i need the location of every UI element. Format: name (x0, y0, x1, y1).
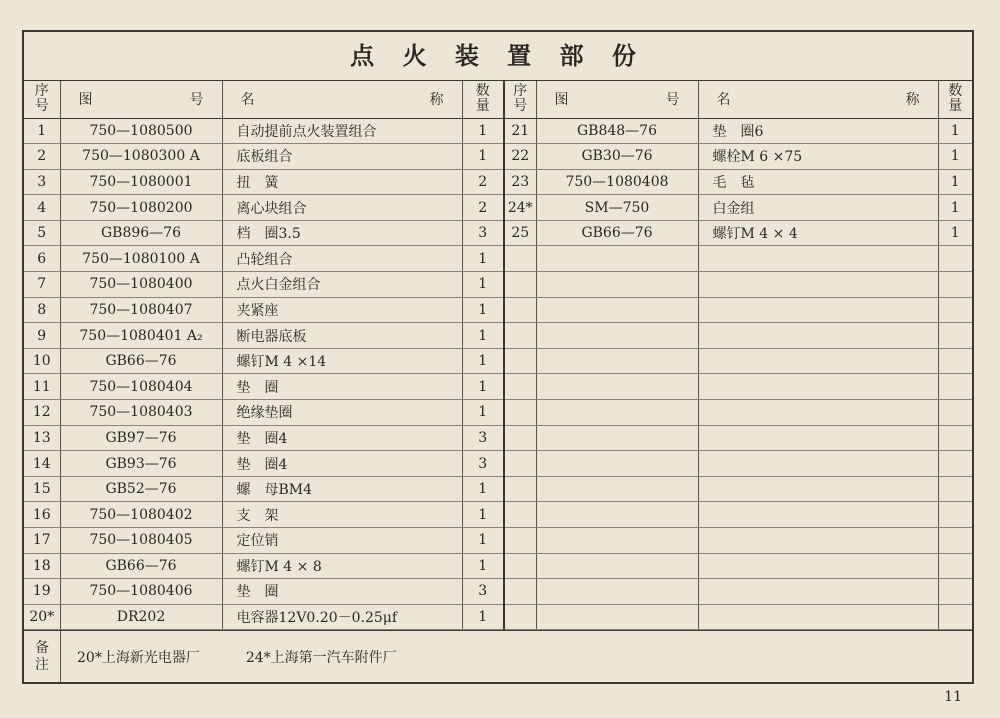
remark-note-2: 24*上海第一汽车附件厂 (245, 650, 397, 667)
cell-drawing (536, 323, 698, 349)
cell-qty (938, 502, 972, 528)
cell-qty (938, 323, 972, 349)
cell-name: 垫 圈4 (222, 425, 462, 451)
cell-name (698, 272, 938, 298)
cell-qty: 1 (938, 144, 972, 170)
table-header-row (24, 81, 972, 118)
cell-name: 垫 圈4 (222, 451, 462, 477)
cell-drawing (536, 272, 698, 298)
cell-name: 垫 圈 (222, 579, 462, 605)
header-drawing: 图 号 (60, 81, 222, 118)
cell-no (504, 323, 536, 349)
parts-table (24, 81, 972, 630)
cell-drawing: GB66—76 (536, 220, 698, 246)
cell-qty: 3 (462, 220, 504, 246)
cell-no (504, 374, 536, 400)
cell-qty: 1 (938, 220, 972, 246)
cell-name (698, 425, 938, 451)
cell-no: 9 (24, 323, 60, 349)
cell-no: 3 (24, 169, 60, 195)
cell-qty: 3 (462, 451, 504, 477)
cell-drawing: 750—1080500 (60, 118, 222, 144)
cell-drawing: 750—1080407 (60, 297, 222, 323)
cell-drawing (536, 425, 698, 451)
cell-drawing (536, 604, 698, 630)
cell-no: 24* (504, 195, 536, 221)
cell-no: 13 (24, 425, 60, 451)
cell-no: 1 (24, 118, 60, 144)
cell-qty: 3 (462, 425, 504, 451)
table-row (24, 528, 972, 554)
cell-no: 2 (24, 144, 60, 170)
cell-name (698, 528, 938, 554)
cell-qty: 1 (938, 118, 972, 144)
cell-drawing (536, 579, 698, 605)
cell-no: 22 (504, 144, 536, 170)
cell-no: 16 (24, 502, 60, 528)
cell-name (698, 297, 938, 323)
table-row (24, 297, 972, 323)
cell-drawing: 750—1080100 A (60, 246, 222, 272)
cell-qty (938, 297, 972, 323)
cell-no (504, 502, 536, 528)
cell-drawing: GB848—76 (536, 118, 698, 144)
table-row (24, 604, 972, 630)
cell-qty: 1 (462, 502, 504, 528)
cell-no (504, 604, 536, 630)
cell-no (504, 400, 536, 426)
header-drawing: 图 号 (536, 81, 698, 118)
cell-name: 螺钉M 4 ×14 (222, 348, 462, 374)
table-row (24, 323, 972, 349)
cell-no (504, 579, 536, 605)
table-row (24, 272, 972, 298)
table-row (24, 246, 972, 272)
header-name: 名 称 (222, 81, 462, 118)
cell-qty: 1 (462, 348, 504, 374)
header-qty: 数 量 (938, 81, 972, 118)
cell-qty: 1 (462, 246, 504, 272)
cell-qty: 1 (462, 323, 504, 349)
cell-qty: 1 (462, 272, 504, 298)
cell-qty: 2 (462, 195, 504, 221)
cell-name: 螺钉M 4 × 4 (698, 220, 938, 246)
cell-drawing: 750—1080408 (536, 169, 698, 195)
cell-name (698, 451, 938, 477)
cell-qty (938, 400, 972, 426)
cell-name: 定位销 (222, 528, 462, 554)
remarks-row (24, 630, 972, 683)
cell-name (698, 323, 938, 349)
cell-name: 夹紧座 (222, 297, 462, 323)
cell-qty: 1 (462, 374, 504, 400)
cell-name (698, 348, 938, 374)
cell-drawing: 750—1080402 (60, 502, 222, 528)
cell-drawing (536, 246, 698, 272)
table-row (24, 451, 972, 477)
cell-no (504, 425, 536, 451)
cell-no (504, 272, 536, 298)
cell-name (698, 400, 938, 426)
cell-drawing: 750—1080001 (60, 169, 222, 195)
cell-no: 14 (24, 451, 60, 477)
table-row (24, 348, 972, 374)
cell-name: 扭 簧 (222, 169, 462, 195)
cell-name: 自动提前点火装置组合 (222, 118, 462, 144)
cell-drawing (536, 528, 698, 554)
cell-qty: 3 (462, 579, 504, 605)
cell-name: 点火白金组合 (222, 272, 462, 298)
table-row (24, 400, 972, 426)
header-name: 名 称 (698, 81, 938, 118)
cell-drawing: GB52—76 (60, 476, 222, 502)
cell-drawing (536, 374, 698, 400)
header-no: 序 号 (504, 81, 536, 118)
table-row (24, 553, 972, 579)
cell-name: 螺栓M 6 ×75 (698, 144, 938, 170)
cell-name: 白金组 (698, 195, 938, 221)
cell-qty: 1 (462, 297, 504, 323)
table-row (24, 195, 972, 221)
cell-qty (938, 348, 972, 374)
cell-drawing (536, 451, 698, 477)
cell-no: 17 (24, 528, 60, 554)
cell-no (504, 528, 536, 554)
cell-name: 档 圈3.5 (222, 220, 462, 246)
cell-qty: 1 (462, 553, 504, 579)
cell-qty: 1 (938, 169, 972, 195)
cell-qty: 2 (462, 169, 504, 195)
cell-name: 支 架 (222, 502, 462, 528)
cell-drawing: GB97—76 (60, 425, 222, 451)
cell-qty (938, 579, 972, 605)
table-row (24, 579, 972, 605)
cell-name: 螺 母BM4 (222, 476, 462, 502)
cell-qty: 1 (462, 476, 504, 502)
cell-qty: 1 (462, 118, 504, 144)
cell-no: 5 (24, 220, 60, 246)
cell-no (504, 297, 536, 323)
cell-name: 凸轮组合 (222, 246, 462, 272)
page-title: 点 火 装 置 部 份 (24, 32, 972, 81)
cell-qty: 1 (938, 195, 972, 221)
cell-drawing: GB66—76 (60, 348, 222, 374)
cell-no: 20* (24, 604, 60, 630)
table-row (24, 374, 972, 400)
cell-qty (938, 528, 972, 554)
table-row (24, 502, 972, 528)
cell-no: 7 (24, 272, 60, 298)
cell-drawing: GB93—76 (60, 451, 222, 477)
table-row (24, 476, 972, 502)
page-number: 11 (944, 689, 962, 705)
cell-name (698, 604, 938, 630)
cell-drawing: SM—750 (536, 195, 698, 221)
cell-name: 垫 圈 (222, 374, 462, 400)
cell-qty (938, 374, 972, 400)
cell-no: 10 (24, 348, 60, 374)
table-row (24, 144, 972, 170)
cell-no (504, 246, 536, 272)
cell-drawing: GB896—76 (60, 220, 222, 246)
cell-no (504, 451, 536, 477)
cell-drawing: GB30—76 (536, 144, 698, 170)
cell-no: 15 (24, 476, 60, 502)
header-qty: 数 量 (462, 81, 504, 118)
cell-drawing: GB66—76 (60, 553, 222, 579)
cell-name (698, 502, 938, 528)
cell-no: 8 (24, 297, 60, 323)
cell-name: 垫 圈6 (698, 118, 938, 144)
remarks-label: 备 注 (24, 631, 61, 683)
cell-name: 底板组合 (222, 144, 462, 170)
cell-no: 4 (24, 195, 60, 221)
cell-drawing (536, 476, 698, 502)
cell-qty (938, 451, 972, 477)
parts-sheet (22, 30, 974, 684)
cell-name: 绝缘垫圈 (222, 400, 462, 426)
header-no: 序 号 (24, 81, 60, 118)
cell-qty: 1 (462, 400, 504, 426)
cell-no (504, 553, 536, 579)
cell-no: 23 (504, 169, 536, 195)
cell-drawing: 750—1080404 (60, 374, 222, 400)
cell-no: 11 (24, 374, 60, 400)
remark-note-1: 20*上海新光电器厂 (77, 650, 200, 667)
cell-drawing: 750—1080403 (60, 400, 222, 426)
cell-qty (938, 476, 972, 502)
cell-drawing: 750—1080200 (60, 195, 222, 221)
cell-no: 25 (504, 220, 536, 246)
cell-no (504, 348, 536, 374)
cell-qty (938, 246, 972, 272)
cell-qty (938, 553, 972, 579)
remarks-text (61, 631, 972, 683)
cell-no: 19 (24, 579, 60, 605)
cell-name: 离心块组合 (222, 195, 462, 221)
cell-drawing: 750—1080401 A₂ (60, 323, 222, 349)
cell-no (504, 476, 536, 502)
cell-no: 21 (504, 118, 536, 144)
cell-qty: 1 (462, 528, 504, 554)
table-row (24, 220, 972, 246)
cell-drawing (536, 297, 698, 323)
cell-qty: 1 (462, 604, 504, 630)
cell-name: 螺钉M 4 × 8 (222, 553, 462, 579)
cell-name: 毛 毡 (698, 169, 938, 195)
cell-qty: 1 (462, 144, 504, 170)
cell-qty (938, 604, 972, 630)
cell-drawing: DR202 (60, 604, 222, 630)
cell-no: 18 (24, 553, 60, 579)
cell-drawing: 750—1080400 (60, 272, 222, 298)
table-row (24, 425, 972, 451)
cell-drawing: 750—1080300 A (60, 144, 222, 170)
cell-qty (938, 425, 972, 451)
table-row (24, 118, 972, 144)
cell-name (698, 476, 938, 502)
cell-drawing: 750—1080405 (60, 528, 222, 554)
cell-name: 断电器底板 (222, 323, 462, 349)
cell-no: 12 (24, 400, 60, 426)
cell-qty (938, 272, 972, 298)
table-row (24, 169, 972, 195)
cell-name (698, 374, 938, 400)
cell-drawing (536, 400, 698, 426)
cell-drawing: 750—1080406 (60, 579, 222, 605)
cell-drawing (536, 502, 698, 528)
cell-drawing (536, 348, 698, 374)
cell-no: 6 (24, 246, 60, 272)
cell-name (698, 579, 938, 605)
cell-name (698, 246, 938, 272)
cell-drawing (536, 553, 698, 579)
cell-name (698, 553, 938, 579)
cell-name: 电容器12V0.20－0.25μf (222, 604, 462, 630)
